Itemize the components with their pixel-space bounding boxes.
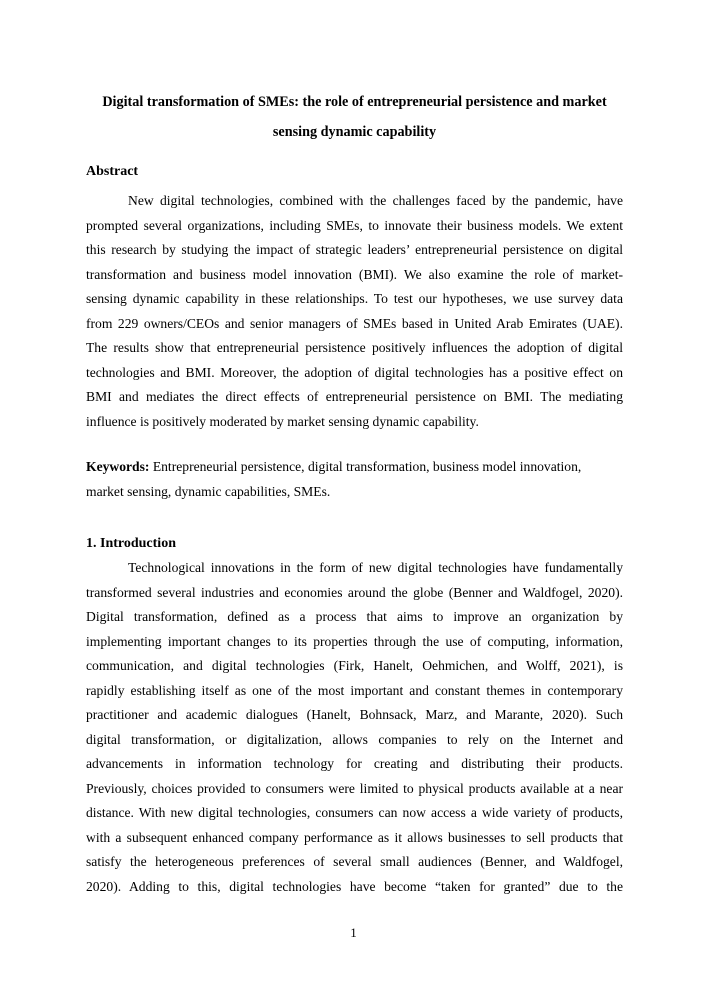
text-line: Technological innovations in the form of new digital technologies have fundamentally — [128, 560, 623, 575]
abstract-heading: Abstract — [86, 164, 139, 179]
keywords-label: Keywords: — [86, 459, 150, 474]
text-line: from 229 owners/CEOs and senior managers of SMEs based in United Arab Emirates (UAE). — [86, 315, 623, 331]
keywords-block — [86, 455, 623, 504]
text-line: Digital transformation, defined as a process that aims to improve an organization by — [86, 609, 623, 624]
introduction-heading: 1. Introduction — [86, 536, 176, 551]
abstract-text — [86, 189, 623, 434]
text-line: distance. With new digital technologies, consumers can now access a wide variety of products, — [86, 805, 623, 820]
text-line: this research by studying the impact of strategic leaders’ entrepreneurial persistence on digital — [86, 242, 623, 257]
text-line: advancements in information technology for creating and distributing their products. — [86, 756, 623, 771]
text-line: satisfy the heterogeneous preferences of several small audiences (Benner, and Waldfogel, — [86, 854, 623, 869]
text-line: Previously, choices provided to consumers were limited to physical products available at a near — [86, 780, 623, 796]
page-number: 1 — [350, 925, 357, 940]
introduction-text — [86, 556, 623, 899]
text-line: transformation and business model innovation (BMI). We also examine the role of market- — [86, 266, 623, 282]
text-line: with a subsequent enhanced company performance as it allows businesses to sell products that — [86, 829, 623, 845]
paper-title — [86, 87, 623, 147]
text-line: sensing dynamic capability in these relationships. To test our hypotheses, we use survey data — [86, 291, 623, 306]
text-line: digital transformation, or digitalization, allows companies to rely on the Internet and — [86, 731, 623, 747]
text-line: influence is positively moderated by market sensing dynamic capability. — [86, 413, 479, 429]
text-line: communication, and digital technologies (Firk, Hanelt, Oehmichen, and Wolff, 2021), is — [86, 658, 623, 673]
text-line: New digital technologies, combined with the challenges faced by the pandemic, have — [128, 193, 623, 208]
text-line: The results show that entrepreneurial persistence positively influences the adoption of digital — [86, 340, 623, 355]
keywords-line: market sensing, dynamic capabilities, SMEs. — [86, 483, 331, 499]
text-line: Digital transformation of SMEs: the role of entrepreneurial persistence and market — [102, 94, 607, 110]
keywords-text: Entrepreneurial persistence, digital transformation, business model innovation, — [149, 459, 582, 474]
text-line: sensing dynamic capability — [272, 124, 437, 140]
text-line: transformed several industries and economies around the globe (Benner and Waldfogel, 2020). — [86, 584, 623, 600]
text-line: rapidly establishing itself as one of the most important and constant themes in contemporary — [86, 682, 623, 698]
text-line: BMI and mediates the direct effects of entrepreneurial persistence on BMI. The mediating — [86, 389, 623, 404]
page-content — [86, 0, 623, 899]
text-line: technologies and BMI. Moreover, the adoption of digital technologies has a positive effect on — [86, 364, 623, 380]
text-line: implementing important changes to its properties through the use of computing, information, — [86, 633, 623, 649]
text-line: practitioner and academic dialogues (Hanelt, Bohnsack, Marz, and Marante, 2020). Such — [86, 707, 623, 722]
text-line: 2020). Adding to this, digital technologies have become “taken for granted” due to the — [86, 878, 623, 894]
keywords-line — [86, 455, 623, 480]
text-line: prompted several organizations, including SMEs, to innovate their business models. We extent — [86, 217, 623, 233]
